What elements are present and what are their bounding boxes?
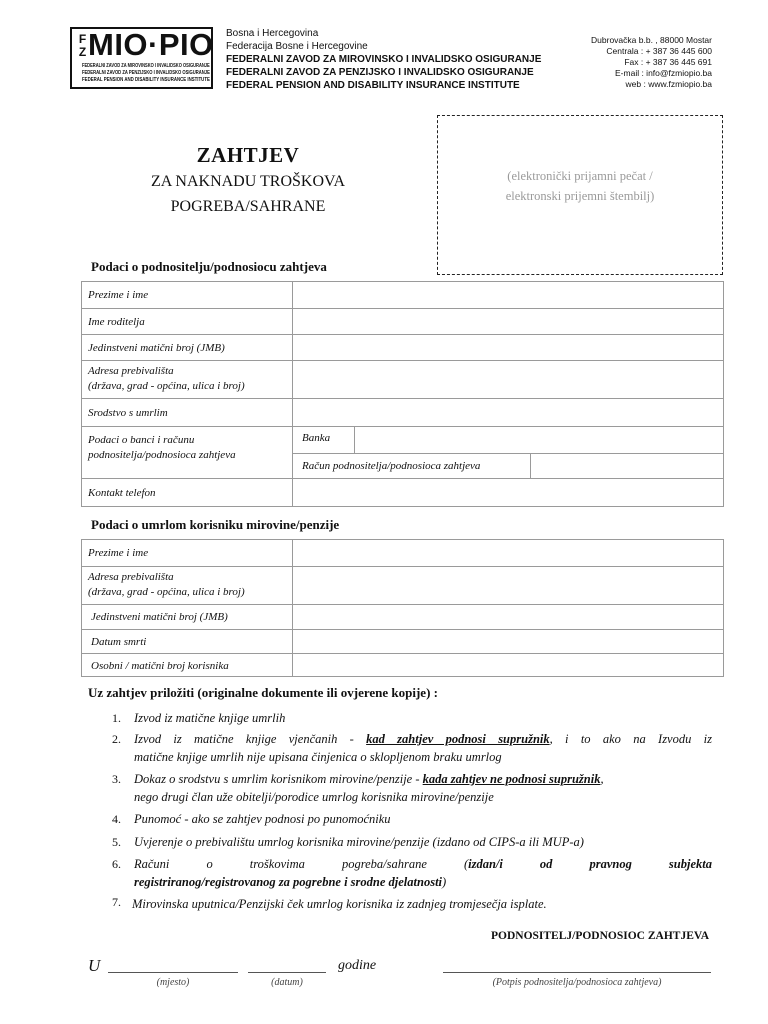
account-label: Račun podnositelja/podnosioca zahtjeva (302, 460, 481, 472)
stamp-box (437, 115, 723, 275)
applicant-parent-row (82, 308, 723, 335)
date-caption: (datum) (271, 977, 303, 988)
logo-fz: F Z (78, 32, 87, 59)
country: Bosna i Hercegovina (226, 28, 319, 39)
deceased-jmb-field[interactable] (293, 605, 723, 630)
deceased-form (81, 539, 724, 677)
deceased-user-no-row (82, 653, 723, 678)
account-field[interactable] (531, 454, 723, 479)
email: E-mail : info@fzmiopio.ba (615, 68, 712, 78)
logo-wordmark: MIO·PIO (88, 27, 214, 62)
bank-name-field[interactable] (355, 427, 723, 453)
applicant-address-label: Adresa prebivališta (država, grad - općina, ulica i broj) (88, 365, 245, 392)
fax: Fax : + 387 36 445 691 (624, 57, 712, 67)
signature-line[interactable] (443, 972, 711, 973)
deceased-jmb-row (82, 604, 723, 630)
entity: Federacija Bosne i Hercegovine (226, 41, 368, 52)
deceased-name-field[interactable] (293, 540, 723, 566)
applicant-relation-field[interactable] (293, 399, 723, 427)
deceased-jmb-label: Jedinstveni matični broj (JMB) (91, 611, 228, 623)
applicant-name-label: Prezime i ime (88, 289, 149, 301)
website: web : www.fzmiopio.ba (625, 79, 712, 89)
applicant-signature-heading: PODNOSITELJ/PODNOSIOC ZAHTJEVA (490, 930, 709, 942)
applicant-relation-row (82, 398, 723, 427)
contact-info (591, 35, 712, 90)
applicant-phone-row (82, 478, 723, 508)
death-date-field[interactable] (293, 630, 723, 654)
deceased-heading: Podaci o umrlom korisniku mirovine/penzije (91, 517, 340, 532)
form-title: ZAHTJEV (196, 143, 300, 167)
applicant-address-row (82, 360, 723, 399)
deceased-address-row (82, 566, 723, 605)
place-line[interactable] (108, 972, 238, 973)
bank-name-label: Banka (302, 432, 331, 444)
applicant-jmb-field[interactable] (293, 335, 723, 361)
applicant-name-row (82, 282, 723, 308)
applicant-parent-label: Ime roditelja (88, 316, 145, 328)
deceased-name-row (82, 540, 723, 566)
death-date-label: Datum smrti (91, 636, 147, 648)
date-line[interactable] (248, 972, 326, 973)
applicant-phone-label: Kontakt telefon (88, 487, 156, 499)
applicant-address-field[interactable] (293, 361, 723, 399)
logo-subtitle: FEDERALNI ZAVOD ZA MIROVINSKO I INVALIDSKO OSIGURANJE FEDERALNI ZAVOD ZA PENZIJSKO I INVALIDSKO OSIGURANJE FEDERAL PENSION AND DISABILITY INSURANCE INSTITUTE (82, 63, 210, 83)
institution-name (226, 27, 541, 92)
institution-line-2: FEDERALNI ZAVOD ZA PENZIJSKO I INVALIDSKO OSIGURANJE (226, 67, 534, 78)
applicant-parent-field[interactable] (293, 309, 723, 335)
applicant-relation-label: Srodstvo s umrlim (88, 407, 168, 419)
form-subtitle-1: ZA NAKNADU TROŠKOVA (150, 173, 346, 190)
phone: Centrala : + 387 36 445 600 (606, 46, 712, 56)
year-suffix: godine (338, 958, 377, 973)
institution-line-1: FEDERALNI ZAVOD ZA MIROVINSKO I INVALIDSKO OSIGURANJE (226, 54, 542, 65)
stamp-placeholder: (elektronički prijamni pečat / elektronski prijemni štembilj) (505, 169, 655, 203)
deceased-death-date-row (82, 629, 723, 654)
institution-logo (70, 27, 213, 89)
applicant-bank-row (82, 426, 723, 479)
form-subtitle-2: POGREBA/SAHRANE (170, 198, 326, 215)
applicant-jmb-label: Jedinstveni matični broj (JMB) (88, 342, 225, 354)
user-no-label: Osobni / matični broj korisnika (91, 660, 229, 672)
applicant-name-field[interactable] (293, 282, 723, 308)
attachment-item: 6. Računi o troškovima pogreba/sahrane (izdan/i od pravnog subjekta registriranog/registrovanog za pogrebne i srodne djelatnosti) (112, 857, 712, 889)
attachment-item: 3. Dokaz o srodstvu s umrlim korisnikom mirovine/penzije - kada zahtjev ne podnosi supružnik, nego drugi član uže obitelji/porodice umrlog korisnika mirovine/penzije (112, 772, 604, 804)
attachment-item: 2. Izvod iz matične knjige vjenčanih - kad zahtjev podnosi supružnik, i to ako na Izvodu iz matične knjige umrlih nije upisana činjenica o sklopljenom braku umrlog (112, 732, 712, 764)
institution-line-3: FEDERAL PENSION AND DISABILITY INSURANCE INSTITUTE (226, 80, 520, 91)
applicant-bank-label: Podaci o banci i računu podnositelja/podnosioca zahtjeva (88, 434, 236, 461)
place-prefix: U (88, 956, 101, 975)
applicant-form (81, 281, 724, 507)
attachments-heading: Uz zahtjev priložiti (originalne dokumente ili ovjerene kopije) : (88, 685, 438, 700)
applicant-heading: Podaci o podnositelju/podnosiocu zahtjeva (91, 259, 327, 274)
address: Dubrovačka b.b. , 88000 Mostar (591, 35, 712, 45)
place-caption: (mjesto) (156, 977, 190, 988)
user-no-field[interactable] (293, 654, 723, 678)
deceased-name-label: Prezime i ime (88, 547, 149, 559)
deceased-address-label: Adresa prebivališta (država, grad - općina, ulica i broj) (88, 571, 245, 598)
signature-caption: (Potpis podnositelja/podnosioca zahtjeva) (492, 977, 662, 988)
applicant-jmb-row (82, 334, 723, 361)
deceased-address-field[interactable] (293, 567, 723, 605)
applicant-phone-field[interactable] (293, 479, 723, 508)
